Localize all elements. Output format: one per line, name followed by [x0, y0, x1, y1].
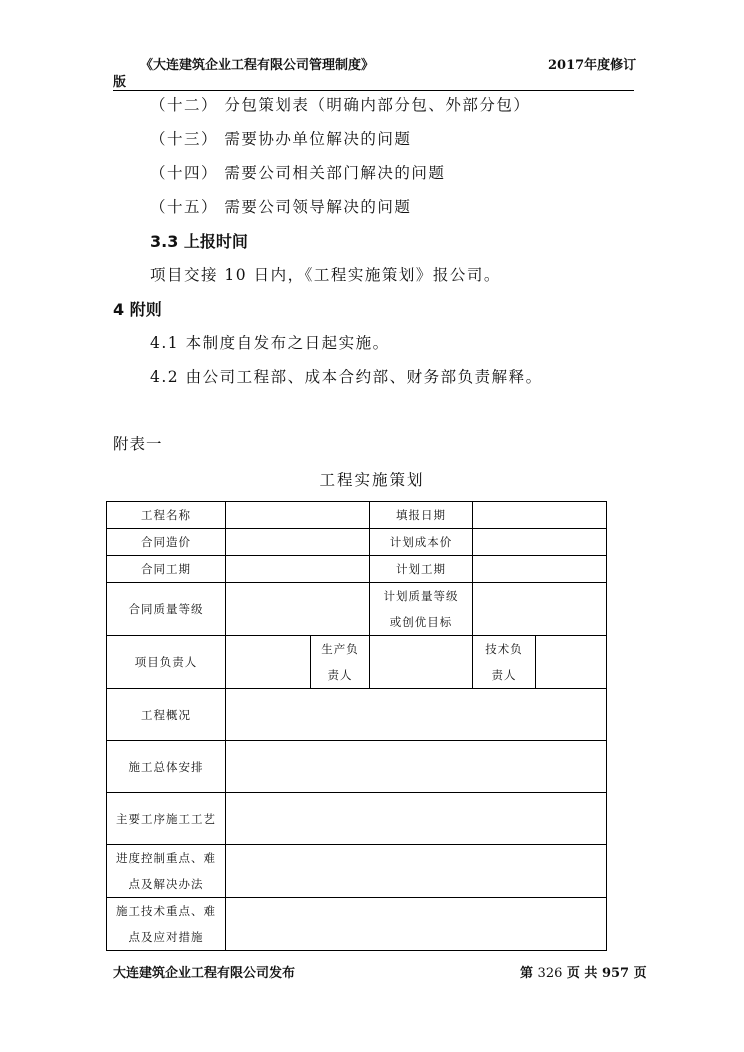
section-4-item: 4.2 由公司工程部、成本合约部、财务部负责解释。	[150, 368, 543, 386]
value-schedule-key[interactable]	[226, 845, 607, 898]
list-item: （十四） 需要公司相关部门解决的问题	[150, 164, 446, 182]
label-production-leader	[311, 636, 370, 689]
label-project-leader: 项目负责人	[107, 636, 226, 689]
section-4-heading: 4 附则	[113, 300, 162, 319]
label-tech-key-line2: 点及应对措施	[128, 930, 204, 944]
section-3-3-text: 项目交接 10 日内，《工程实施策划》报公司。	[150, 266, 501, 284]
footer-publisher: 大连建筑企业工程有限公司发布	[113, 966, 296, 981]
footer-page-number: 326	[537, 966, 563, 981]
table-row	[107, 898, 607, 951]
table-row	[107, 502, 607, 529]
footer-page-suffix: 页	[633, 966, 647, 981]
value-planned-cost[interactable]	[473, 529, 607, 556]
label-technical-leader	[473, 636, 536, 689]
list-item: （十二） 分包策划表（明确内部分包、外部分包）	[150, 96, 531, 114]
label-planned-quality	[370, 583, 473, 636]
label-main-process: 主要工序施工工艺	[107, 793, 226, 845]
label-overall-arrangement: 施工总体安排	[107, 741, 226, 793]
value-main-process[interactable]	[226, 793, 607, 845]
table-row	[107, 583, 607, 636]
value-overall-arrangement[interactable]	[226, 741, 607, 793]
table-row	[107, 845, 607, 898]
label-planned-cost: 计划成本价	[370, 529, 473, 556]
footer-total-pages: 957	[601, 966, 630, 981]
appendix-label: 附表一	[113, 435, 163, 453]
label-planned-quality-line2: 或创优目标	[389, 615, 453, 629]
label-schedule-key	[107, 845, 226, 898]
label-planned-quality-line1: 计划质量等级	[383, 589, 459, 603]
footer-page-prefix: 第	[520, 966, 534, 981]
label-planned-period: 计划工期	[370, 556, 473, 583]
label-contract-period: 合同工期	[107, 556, 226, 583]
list-item: （十三） 需要协办单位解决的问题	[150, 130, 412, 148]
header-title: 《大连建筑企业工程有限公司管理制度》	[140, 58, 375, 73]
value-project-name[interactable]	[226, 502, 370, 529]
value-production-leader[interactable]	[370, 636, 473, 689]
value-contract-price[interactable]	[226, 529, 370, 556]
section-4-item: 4.1 本制度自发布之日起实施。	[150, 334, 390, 352]
label-production-leader-line1: 生产负	[321, 642, 359, 656]
label-fill-date: 填报日期	[370, 502, 473, 529]
table-row	[107, 689, 607, 741]
table-row	[107, 636, 607, 689]
header-edition-wrap: 版	[113, 75, 127, 90]
header-edition: 2017年度修订	[548, 58, 637, 73]
table-title: 工程实施策划	[319, 471, 425, 489]
plan-table	[106, 501, 607, 951]
label-project-name: 工程名称	[107, 502, 226, 529]
value-fill-date[interactable]	[473, 502, 607, 529]
value-tech-key[interactable]	[226, 898, 607, 951]
label-schedule-key-line1: 进度控制重点、难	[116, 851, 216, 865]
value-contract-period[interactable]	[226, 556, 370, 583]
label-technical-leader-line2: 责人	[491, 668, 517, 682]
section-3-3-heading: 3.3 上报时间	[150, 232, 248, 251]
label-schedule-key-line2: 点及解决办法	[128, 877, 204, 891]
table-row	[107, 556, 607, 583]
footer-page-info	[520, 962, 647, 981]
footer-page-mid: 页 共	[566, 966, 598, 981]
label-tech-key-line1: 施工技术重点、难	[116, 904, 216, 918]
label-overview: 工程概况	[107, 689, 226, 741]
header-rule	[113, 90, 634, 91]
value-planned-period[interactable]	[473, 556, 607, 583]
value-planned-quality[interactable]	[473, 583, 607, 636]
label-contract-price: 合同造价	[107, 529, 226, 556]
value-overview[interactable]	[226, 689, 607, 741]
list-item: （十五） 需要公司领导解决的问题	[150, 198, 412, 216]
label-tech-key	[107, 898, 226, 951]
value-technical-leader[interactable]	[536, 636, 607, 689]
table-row	[107, 793, 607, 845]
table-row	[107, 741, 607, 793]
value-project-leader[interactable]	[226, 636, 311, 689]
value-contract-quality[interactable]	[226, 583, 370, 636]
label-production-leader-line2: 责人	[327, 668, 353, 682]
table-row	[107, 529, 607, 556]
label-technical-leader-line1: 技术负	[485, 642, 523, 656]
label-contract-quality: 合同质量等级	[107, 583, 226, 636]
